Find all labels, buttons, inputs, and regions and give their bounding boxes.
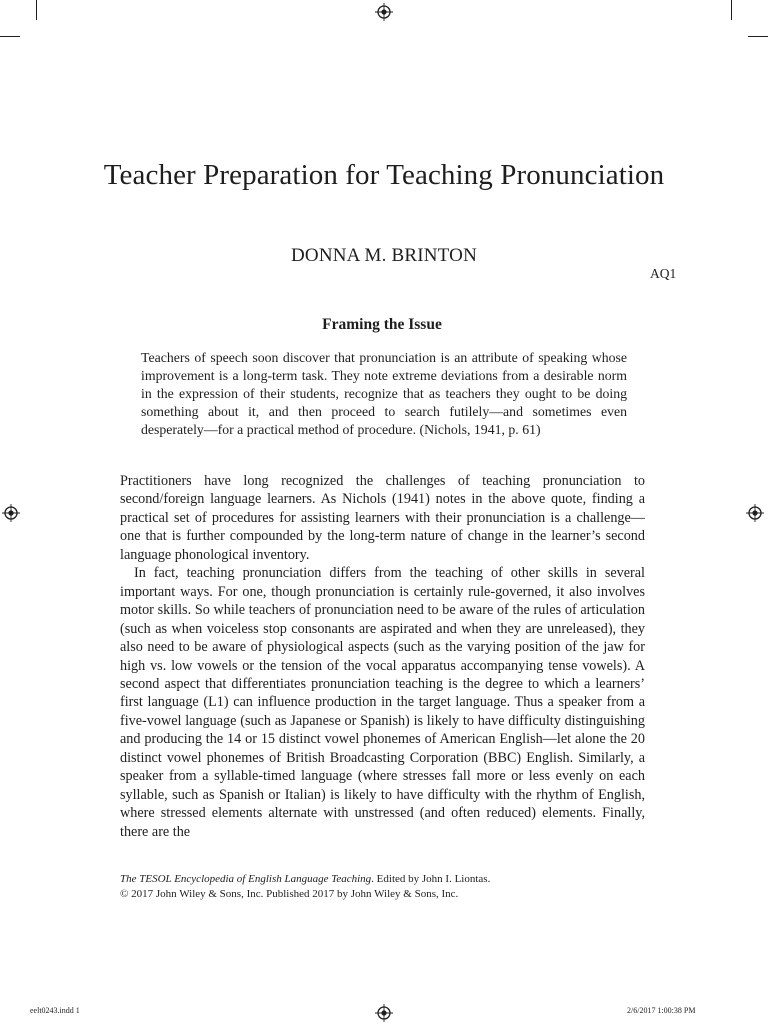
body-text bbox=[120, 472, 645, 841]
block-quote: Teachers of speech soon discover that pronunciation is an attribute of speaking whose improvement is a long-term task. They note extreme deviations from a desirable norm in the expression of their students, recognize that as teachers they ought to be doing something about it, and then proceed to search futilely—and sometimes even desperately—for a practical method of procedure. (Nichols, 1941, p. 61) bbox=[141, 350, 627, 437]
slug-filename: eelt0243.indd 1 bbox=[30, 1006, 80, 1015]
section-heading: Framing the Issue bbox=[322, 316, 442, 333]
registration-mark-icon bbox=[375, 3, 393, 21]
article-title: Teacher Preparation for Teaching Pronunciation bbox=[103, 159, 665, 191]
source-footnote bbox=[120, 872, 645, 902]
crop-mark-top-left-horizontal bbox=[0, 36, 20, 37]
registration-mark-icon bbox=[375, 1004, 393, 1022]
author-name: DONNA M. BRINTON bbox=[290, 245, 477, 266]
copyright-line: © 2017 John Wiley & Sons, Inc. Published 2017 by John Wiley & Sons, Inc. bbox=[120, 888, 459, 900]
author-query-tag: AQ1 bbox=[650, 266, 677, 281]
registration-mark-icon bbox=[746, 504, 764, 522]
body-paragraph: In fact, teaching pronunciation differs from the teaching of other skills in several important ways. For one, though pronunciation is certainly rule-governed, it also involves motor skills. So while teachers of pronunciation need to be aware of the rules of articulation (such as when voiceless stop consonants are aspirated and when they are unreleased), they also need to be aware of physiological aspects (such as the varying position of the jaw for high vs. low vowels or the tension of the vocal apparatus accompanying tense vowels). A second aspect that differentiates pronunciation teaching is the degree to which a learners’ first language (L1) can influence production in the target language. Thus a speaker from a five-vowel language (such as Japanese or Spanish) is likely to have difficulty distinguishing and producing the 14 or 15 distinct vowel phonemes of American English—let alone the 20 distinct vowel phonemes of British Broadcasting Corporation (BBC) English. Similarly, a speaker from a syllable-timed language (where stresses fall more or less evenly on each syllable, such as Spanish or Italian) is likely to have difficulty with the rhythm of English, where stressed elements alternate with unstressed (and often reduced) elements. Finally, there are the bbox=[120, 565, 645, 840]
citation-line bbox=[120, 872, 645, 887]
slug-timestamp: 2/6/2017 1:00:38 PM bbox=[627, 1006, 696, 1015]
crop-mark-top-right-horizontal bbox=[748, 36, 768, 37]
crop-mark-top-right-vertical bbox=[731, 0, 732, 20]
editor-credit: . Edited by John I. Liontas. bbox=[371, 873, 491, 885]
registration-mark-icon bbox=[2, 504, 20, 522]
body-paragraph: Practitioners have long recognized the challenges of teaching pronunciation to second/foreign language learners. As Nichols (1941) notes in the above quote, finding a practical set of procedures for assisting learners with their pronunciation is a challenge—one that is further compounded by the long-term nature of change in the learner’s second language phonological inventory. bbox=[120, 473, 645, 563]
book-title: The TESOL Encyclopedia of English Language Teaching bbox=[120, 873, 372, 885]
crop-mark-top-left-vertical bbox=[36, 0, 37, 20]
